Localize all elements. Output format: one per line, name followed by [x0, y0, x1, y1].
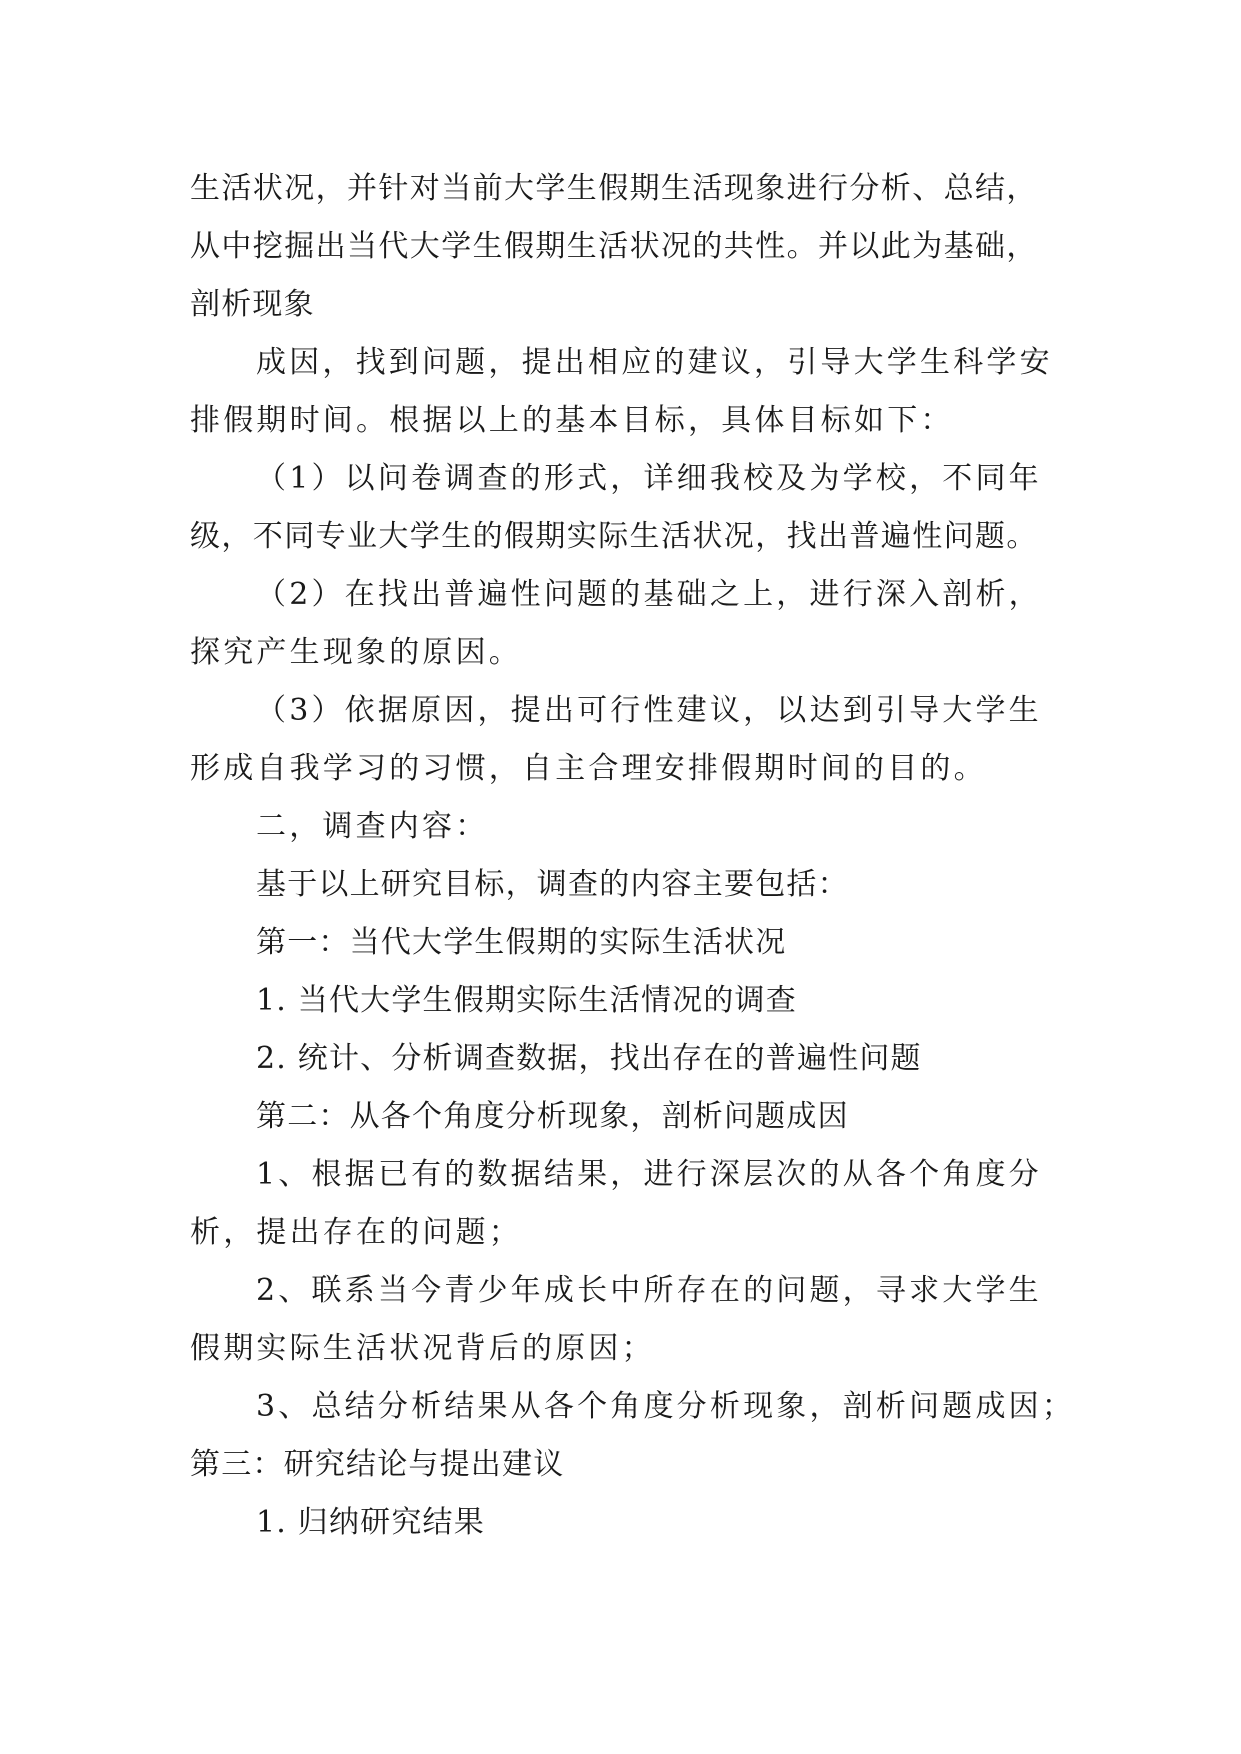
- list-item: 2. 统计、分析调查数据，找出存在的普遍性问题: [256, 1041, 922, 1076]
- subsection-heading: 第二：从各个角度分析现象，剖析问题成因: [256, 1099, 849, 1134]
- list-item: 2、联系当今青少年成长中所存在的问题，寻求大学生: [256, 1273, 1042, 1308]
- text-line: 成因，找到问题，提出相应的建议，引导大学生科学安: [256, 345, 1053, 380]
- text-line: 生活状况，并针对当前大学生假期生活现象进行分析、总结，: [190, 171, 1038, 206]
- text-line: （1）以问卷调查的形式，详细我校及为学校，不同年: [256, 461, 1042, 496]
- text-line: （3）依据原因，提出可行性建议，以达到引导大学生: [256, 693, 1042, 728]
- text-line: 探究产生现象的原因。: [190, 635, 522, 670]
- list-item: 1. 当代大学生假期实际生活情况的调查: [256, 983, 797, 1018]
- text-line: 假期实际生活状况背后的原因；: [190, 1331, 655, 1366]
- subsection-heading: 第一：当代大学生假期的实际生活状况: [256, 925, 787, 960]
- list-item: 3、总结分析结果从各个角度分析现象，剖析问题成因；: [256, 1389, 1076, 1424]
- text-line: 基于以上研究目标，调查的内容主要包括：: [256, 867, 849, 902]
- list-item: 1、根据已有的数据结果，进行深层次的从各个角度分: [256, 1157, 1042, 1192]
- body-text: [190, 160, 1090, 1552]
- text-line: 排假期时间。根据以上的基本目标，具体目标如下：: [190, 403, 954, 438]
- list-item: 1. 归纳研究结果: [256, 1505, 485, 1540]
- text-line: 级，不同专业大学生的假期实际生活状况，找出普遍性问题。: [190, 519, 1038, 554]
- subsection-heading: 第三：研究结论与提出建议: [190, 1447, 565, 1482]
- text-line: 形成自我学习的习惯，自主合理安排假期时间的目的。: [190, 751, 987, 786]
- text-line: 从中挖掘出当代大学生假期生活状况的共性。并以此为基础，: [190, 229, 1038, 264]
- text-line: （2）在找出普遍性问题的基础之上，进行深入剖析，: [256, 577, 1042, 612]
- text-line: 剖析现象: [190, 287, 315, 322]
- section-heading: 二，调查内容：: [256, 809, 489, 844]
- text-line: 析，提出存在的问题；: [190, 1215, 522, 1250]
